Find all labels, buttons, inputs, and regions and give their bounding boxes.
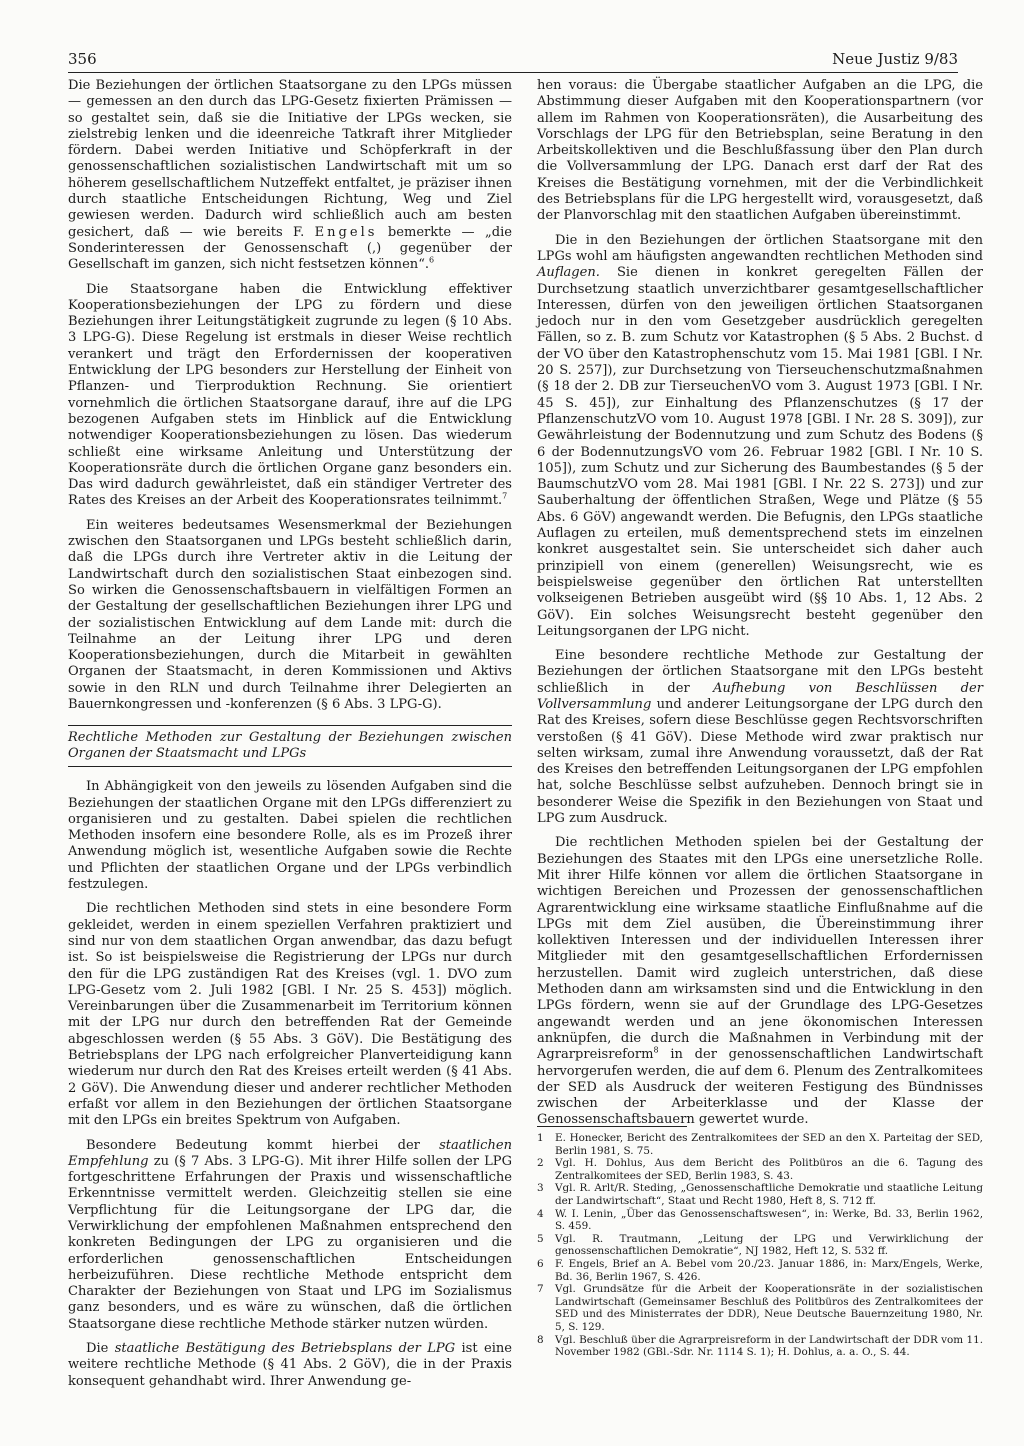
page-header xyxy=(68,50,958,73)
footnote-text: E. Honecker, Bericht des Zentralkomitees der SED an den X. Parteitag der SED, Berlin 1981, S. 75. xyxy=(555,1132,983,1157)
paragraph-text: Sie dienen in konkret geregelten Fällen der Durchsetzung staatlich unverzichtbarer gesamtgesellschaftlicher Interessen, dürfen von den jeweiligen örtlichen Staatsorganen jedoch nur in den vom Gesetzgeber ausdrücklich geregelten Fällen, so z. B. zum Schutz vor Katastrophen (§ 5 Abs. 2 Buchst. d der VO über den Katastrophenschutz vom 15. Mai 1981 [GBl. I Nr. 20 S. 257]), zur Durchsetzung von Tierseuchenschutzmaßnahmen (§ 18 der 2. DB zur TierseuchenVO vom 3. August 1973 [GBl. I Nr. 45 S. 45]), zur Einhaltung des Pflanzenschutzes (§ 17 der PflanzenschutzVO vom 10. August 1978 [GBl. I Nr. 28 S. 309]), zur Gewährleistung der Bodennutzung und zum Schutz des Bodens (§ 6 der BodennutzungsVO vom 26. Februar 1982 [GBl. I Nr. 10 S. 105]), zum Schutz und zur Sicherung des Baumbestandes (§ 5 der BaumschutzVO vom 28. Mai 1981 [GBl. I Nr. 22 S. 273]) und zur Sauberhaltung der öffentlichen Straßen, Wege und Plätze (§ 55 Abs. 6 GöV) angewandt werden. Die Befugnis, den LPGs staatliche Auflagen zu erteilen, muß dementsprechend stets im einzelnen konkret ausgestaltet sein. Sie unterscheidet sich daher auch prinzipiell von einem (generellen) Weisungsrecht, wie es beispielsweise gegenüber den örtlichen Rat unterstellten volkseigenen Betrieben ausgeübt wird (§§ 10 Abs. 1, 12 Abs. 2 GöV). Ein solches Weisungsrecht besteht gegenüber den Leitungsorganen der LPG nicht. xyxy=(537,265,984,639)
footnote-number: 3 xyxy=(537,1182,544,1195)
journal-title: Neue Justiz 9/83 xyxy=(832,50,958,68)
emphasis: Aufhebung von Beschlüssen der Vollversammlung xyxy=(537,680,983,712)
footnote-number: 2 xyxy=(537,1157,544,1170)
paragraph-text: Die Beziehungen der örtlichen Staatsorgane zu den LPGs müssen — gemessen an den durch das LPG-Gesetz fixierten Prämissen — so gestaltet sein, daß sie die Initiative der LPGs wecken, sie zielstrebig lenken und die ideenreiche Tatkraft ihrer Mitglieder fördern. Dabei werden Initiative und Schöpferkraft in der genossenschaftlichen sozialistischen Landwirtschaft mit um so höherem gesellschaftlichem Nutzeffekt entfaltet, je präziser ihnen durch staatliche Entscheidungen Richtung, Weg und Ziel gewiesen werden. Dadurch wird schließlich auch am besten gesichert, daß — wie bereits F. xyxy=(68,78,512,240)
section-heading: Rechtliche Methoden zur Gestaltung der Beziehungen zwischen Organen der Staatsmacht und LPGs xyxy=(68,725,512,767)
footnote-text: Vgl. R. Trautmann, „Leitung der LPG und Verwirklichung der genossenschaftlichen Demokratie“, NJ 1982, Heft 12, S. 532 ff. xyxy=(555,1232,983,1258)
page-number: 356 xyxy=(68,50,97,68)
footnote-text: F. Engels, Brief an A. Bebel vom 20./23. Januar 1886, in: Marx/Engels, Werke, Bd. 36, Berlin 1967, S. 426. xyxy=(555,1257,983,1283)
footnote-ref[interactable]: 8 xyxy=(653,1045,659,1055)
footnote-item xyxy=(537,1283,983,1333)
paragraph-text: Die xyxy=(86,1341,109,1357)
paragraph-text: zu (§ 7 Abs. 3 LPG-G). Mit ihrer Hilfe sollen der LPG fortgeschrittene Erfahrungen der Praxis und wissenschaftliche Erkenntnisse vermittelt werden. Gleichzeitig stellen sie eine Verpflichtung für die Leitungsorgane der LPG dar, die Verwirklichung der empfohlenen Maßnahmen entsprechend den konkreten Bedingungen der LPG zu organisieren und die erforderlichen genossenschaftlichen Entscheidungen herbeizuführen. Diese rechtliche Methode entspricht dem Charakter der Beziehungen von Staat und LPG im Sozialismus ganz besonders, und es wäre zu wünschen, daß die örtlichen Staatsorgane diese rechtliche Methode stärker nutzen würden. xyxy=(68,1153,512,1332)
footnote-ref[interactable]: 7 xyxy=(502,492,508,502)
paragraph-text: Die rechtlichen Methoden spielen bei der Gestaltung der Beziehungen des Staates mit den LPGs eine unersetzliche Rolle. Mit ihrer Hilfe können vor allem die örtlichen Staatsorgane in wichtigen Bereichen und Prozessen der genossenschaftlichen Agrarentwicklung eine wirksame staatliche Einflußnahme auf die LPGs mit dem Ziel ausüben, die Übereinstimmung ihrer kollektiven Interessen und der individuellen Interessen ihrer Mitglieder mit den gesamtgesellschaftlichen Erfordernissen herzustellen. Damit wird zugleich unterstrichen, daß diese Methoden dann am wirksamsten sind und die Entwicklung in den LPGs fördern, wenn sie auf der Grundlage des LPG-Gesetzes angewandt werden und an jene ökonomischen Interessen anknüpfen, die durch die Maßnahmen in Verbindung mit der Agrarpreisreform xyxy=(537,835,983,1063)
paragraph-text: Die in den Beziehungen der örtlichen Staatsorgane mit den LPGs wohl am häufigsten angewandten rechtlichen Methoden sind xyxy=(537,232,983,264)
paragraph: Die rechtlichen Methoden sind stets in eine besondere Form gekleidet, werden in einem speziellen Verfahren praktiziert und sind nur von dem staatlichen Organ anwendbar, das dazu befugt ist. So ist beispielsweise die Registrierung der LPGs nur durch den für die LPG zuständigen Rat des Kreises (vgl. 1. DVO zum LPG-Gesetz vom 2. Juli 1982 [GBl. I Nr. 25 S. 453]) möglich. Vereinbarungen über die Zusammenarbeit im Territorium können mit der LPG nur durch den betreffenden Rat der Gemeinde abgeschlossen werden (§ 55 Abs. 3 GöV). Die Bestätigung des Betriebsplans der LPG nach erfolgreicher Planverteidigung kann wiederum nur durch den Rat des Kreises erteilt werden (§ 41 Abs. 2 GöV). Die Anwendung dieser und anderer rechtlicher Methoden erfaßt vor allem in den Beziehungen der örtlichen Staatsorgane mit den LPGs ein breites Spektrum von Aufgaben. xyxy=(68,901,512,1129)
paragraph xyxy=(68,78,512,274)
paragraph: In Abhängigkeit von den jeweils zu lösenden Aufgaben sind die Beziehungen der staatlichen Organe mit den LPGs differenziert zu organisieren und zu gestalten. Dabei spielen die rechtlichen Methoden insofern eine besondere Rolle, als es im Prozeß ihrer Anwendung möglich ist, wesentliche Aufgaben sowie die Rechte und Pflichten der staatlichen Organe und der LPGs verbindlich festzulegen. xyxy=(68,779,512,893)
paragraph-text: ist eine weitere rechtliche Methode (§ 41 Abs. 2 GöV), die in der Praxis konsequent gehandhabt wird. Ihrer Anwendung ge- xyxy=(68,1341,512,1389)
paragraph-text: in der genossenschaftlichen Landwirtschaft hervorgerufen werden, die auf dem 6. Plenum des Zentralkomitees der SED als Ausdruck der weiteren Festigung des Bündnisses zwischen der Arbeiterklasse und der Klasse der Genossenschaftsbauern gewertet wurde. xyxy=(537,1047,983,1128)
left-column xyxy=(68,78,512,1398)
emphasis: staatliche Bestätigung des Betriebsplans der LPG xyxy=(114,1341,456,1357)
paragraph xyxy=(68,1341,512,1390)
paragraph-text: bemerkte — „die Sonderinteressen der Genossenschaft (,) gegenüber der Gesellschaft im ganzen, sich nicht festsetzen können“. xyxy=(68,224,512,273)
paragraph-text: Die Staatsorgane haben die Entwicklung effektiver Kooperationsbeziehungen der LPG zu fördern und diese Beziehungen ihrer Leitungstätigkeit zugrunde zu legen (§ 10 Abs. 3 LPG-G). Diese Regelung ist erstmals in dieser Weise rechtlich verankert und trägt den Erfordernissen der kooperativen Entwicklung der LPG besonders zur Herstellung der Einheit von Pflanzen- und Tierproduktion Rechnung. Sie orientiert vornehmlich die örtlichen Staatsorgane darauf, ihre auf die LPG bezogenen Aufgaben stets im Hinblick auf die Entwicklung notwendiger Kooperationsbeziehungen zu lösen. Das wiederum schließt eine wirksame Anleitung und Unterstützung der Kooperationsräte durch die örtlichen Organe ganz besonders ein. Das wird dadurch gewährleistet, daß ein ständiger Vertreter des Rates des Kreises an der Arbeit des Kooperationsrates teilnimmt. xyxy=(68,281,512,509)
paragraph: Ein weiteres bedeutsames Wesensmerkmal der Beziehungen zwischen den Staatsorganen und LPGs besteht schließlich darin, daß die LPGs durch ihre Vertreter aktiv in die Leitung der Landwirtschaft durch den sozialistischen Staat einbezogen sind. So wirken die Genossenschaftsbauern in vielfältigen Formen an der Gestaltung der gesellschaftlichen Beziehungen ihrer LPG und der sozialistischen Entwicklung auf dem Lande mit: durch die Teilnahme an der Leitung ihrer LPG und deren Kooperationsbeziehungen, durch die Mitarbeit in gewählten Organen der Staatsmacht, in deren Kommissionen und Aktivs sowie in den RLN und durch Teilnahme ihrer Delegierten an Bauernkongressen und -konferenzen (§ 6 Abs. 3 LPG-G). xyxy=(68,517,512,712)
paragraph xyxy=(68,282,512,510)
footnote-item xyxy=(537,1233,983,1258)
paragraph: hen voraus: die Übergabe staatlicher Aufgaben an die LPG, die Abstimmung dieser Aufgaben mit den Kooperationspartnern (vor allem im Rahmen von Kooperationsräten), die Ausarbeitung des Vorschlags der LPG für den Betriebsplan, seine Beratung in den Arbeitskollektiven und die Beschlußfassung über den Plan durch die Vollversammlung der LPG. Danach erst darf der Rat des Kreises die Bestätigung vornehmen, mit der die Verbindlichkeit des Betriebsplans für die LPG hergestellt wird, vorausgesetzt, daß der Planvorschlag mit den staatlichen Aufgaben übereinstimmt. xyxy=(537,78,983,224)
emphasis: staatlichen Empfehlung xyxy=(68,1137,512,1169)
footnote-text: W. I. Lenin, „Über das Genossenschaftswesen“, in: Werke, Bd. 33, Berlin 1962, S. 459. xyxy=(555,1207,983,1233)
paragraph xyxy=(68,1138,512,1334)
right-column xyxy=(537,78,983,1137)
footnote-divider xyxy=(537,1126,687,1127)
footnote-item xyxy=(537,1132,983,1157)
footnote-item xyxy=(537,1258,983,1283)
footnotes xyxy=(537,1132,983,1359)
footnote-number: 1 xyxy=(537,1132,544,1144)
footnote-number: 7 xyxy=(537,1283,544,1296)
footnote-number: 4 xyxy=(537,1207,544,1220)
footnote-text: Vgl. R. Arlt/R. Steding, „Genossenschaftliche Demokratie und staatliche Leitung der Landwirtschaft“, Staat und Recht 1980, Heft 8, S. 712 ff. xyxy=(555,1182,983,1207)
paragraph xyxy=(537,233,983,640)
paragraph-text: und anderer Leitungsorgane der LPG durch den Rat des Kreises, sofern diese Beschlüsse gegen Rechtsvorschriften verstoßen (§ 41 GöV). Diese Methode wird zwar praktisch nur selten wirksam, zumal ihre Anwendung voraussetzt, daß der Rat des Kreises den betreffenden Leitungsorganen der LPG empfohlen hat, solche Beschlüsse selbst aufzuheben. Dennoch bringt sie in besonderer Weise die Spezifik in den Beziehungen von Staat und LPG zum Ausdruck. xyxy=(537,696,983,827)
paragraph-text: Besondere Bedeutung kommt hierbei der xyxy=(86,1137,420,1153)
footnote-text: Vgl. Beschluß über die Agrarpreisreform in der Landwirtschaft der DDR vom 11. November 1982 (GBl.-Sdr. Nr. 1114 S. 1); H. Dohlus, a. a. O., S. 44. xyxy=(555,1333,983,1359)
paragraph xyxy=(537,835,983,1128)
footnote-number: 8 xyxy=(537,1333,544,1346)
footnote-text: Vgl. H. Dohlus, Aus dem Bericht des Politbüros an die 6. Tagung des Zentralkomitees der SED, Berlin 1983, S. 43. xyxy=(555,1157,983,1182)
emphasis: Auflagen. xyxy=(537,265,600,281)
footnote-text: Vgl. Grundsätze für die Arbeit der Kooperationsräte in der sozialistischen Landwirtschaft (Gemeinsamer Beschluß des Politbüros des Zentralkomitees der SED und des Ministerrates der DDR), Neue Deutsche Bauernzeitung 1980, Nr. 5, S. 129. xyxy=(555,1283,983,1333)
paragraph xyxy=(537,648,983,827)
footnote-number: 6 xyxy=(537,1257,544,1270)
footnote-item xyxy=(537,1182,983,1207)
spaced-name: Engels xyxy=(314,224,378,240)
footnote-item xyxy=(537,1208,983,1233)
footnote-item xyxy=(537,1157,983,1182)
paragraph-text: Eine besondere rechtliche Methode zur Gestaltung der Beziehungen der örtlichen Staatsorgane mit den LPGs besteht schließlich in der xyxy=(537,648,983,696)
footnote-item xyxy=(537,1334,983,1359)
footnote-number: 5 xyxy=(537,1232,544,1245)
footnote-ref[interactable]: 6 xyxy=(429,255,435,265)
